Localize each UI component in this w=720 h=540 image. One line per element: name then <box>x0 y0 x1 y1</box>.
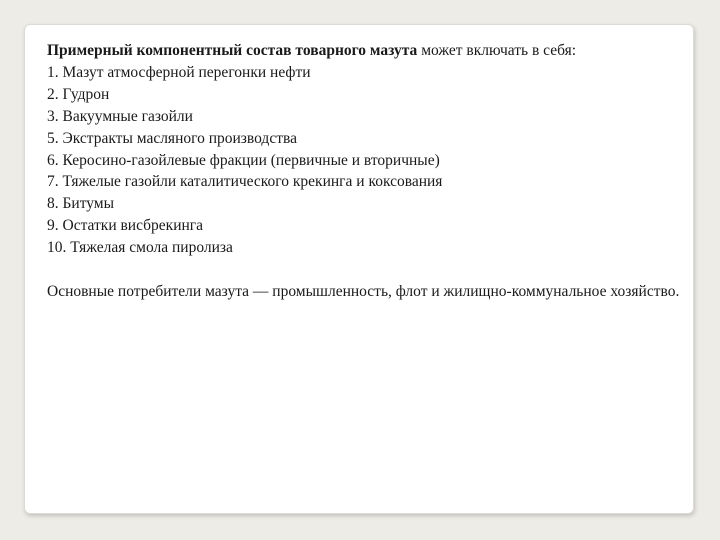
list-item: 1. Мазут атмосферной перегонки нефти <box>47 63 311 81</box>
list-item: 6. Керосино-газойлевые фракции (первичные и вторичные) <box>47 151 440 169</box>
list-item: 10. Тяжелая смола пиролиза <box>47 239 233 257</box>
composition-list <box>47 62 681 259</box>
composition-heading-bold: Примерный компонентный состав товарного мазута <box>47 42 418 59</box>
slide <box>24 24 694 514</box>
list-item: 7. Тяжелые газойли каталитического крекинга и коксования <box>47 173 443 191</box>
list-item: 3. Вакуумные газойли <box>47 107 193 125</box>
consumers-paragraph: Основные потребители мазута — промышленность, флот и жилищно-коммунальное хозяйство. <box>47 282 680 300</box>
list-item: 9. Остатки висбрекинга <box>47 217 204 235</box>
composition-heading-rest: может включать в себя: <box>417 42 577 59</box>
list-item: 8. Битумы <box>47 195 115 213</box>
paragraph-spacer <box>47 259 681 281</box>
list-item: 2. Гудрон <box>47 85 110 103</box>
slide-content <box>47 40 681 303</box>
list-item: 5. Экстракты масляного производства <box>47 129 297 147</box>
composition-heading <box>47 40 681 62</box>
